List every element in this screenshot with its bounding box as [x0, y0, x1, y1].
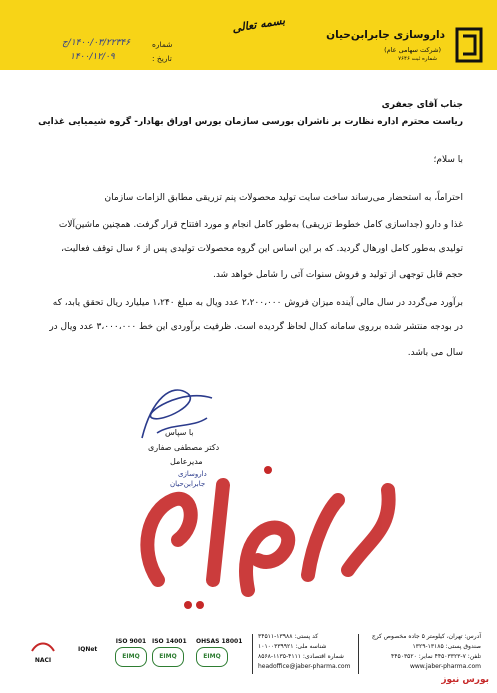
- naci-logo-icon: [30, 639, 56, 653]
- address-line: تلفن: ۷-۴۴۵۰۳۳۲۳ نمابر: ۴۴۵۰۳۵۲۰: [391, 653, 481, 660]
- brand-corner-label: بورس نیوز: [441, 675, 489, 685]
- cert-ohsas: OHSAS 18001 EIMQ: [196, 638, 242, 667]
- cert-badge-icon: EIMQ: [196, 647, 228, 667]
- cert-naci: NACI: [30, 638, 56, 664]
- company-type: (شرکت سهامی عام): [384, 46, 441, 54]
- stamp-line: جابرابن‌حیان: [170, 480, 206, 488]
- cert-iqnet: IQNet: [78, 646, 98, 653]
- closing: با سپاس: [165, 428, 194, 437]
- watermark-logo-icon: [118, 430, 408, 620]
- website: www.jaber-pharma.com: [409, 663, 481, 670]
- address-line: صندوق پستی: ۱۳۱۸۵-۱۳۲۹: [412, 643, 481, 650]
- company-name: داروسازی جابرابن‌حیان: [326, 29, 445, 41]
- greeting: با سلام؛: [433, 155, 463, 165]
- cert-iso9001: ISO 9001 EIMQ: [115, 638, 147, 667]
- cert-badge-icon: EIMQ: [115, 647, 147, 667]
- cert-iso14001: ISO 14001 EIMQ: [152, 638, 187, 667]
- letter-line: احتراماً، به استحضار می‌رساند ساخت سایت تولید محصولات پنم تزریقی مطابق الزامات سازمان: [104, 193, 463, 203]
- number-value: ۱۴۰۰/۰۳/۲۲۳۴۶/ج: [62, 38, 131, 48]
- letter-line: غذا و دارو (جداسازی کامل خطوط تزریقی) به‌طور کامل انجام و مورد افتتاح قرار گرفت. همچنین ماشین‌آلات: [58, 220, 463, 230]
- footer: [0, 628, 497, 693]
- economic-code: شماره اقتصادی: ۴۱۱۱-۱۱۳۵-۸۵۶۸: [258, 653, 344, 660]
- letter-line: حجم قابل توجهی از تولید و فروش سنوات آتی را شامل خواهد شد.: [212, 270, 463, 280]
- recipient-title: ریاست محترم اداره نظارت بر ناشران بورسی سازمان بورس اوراق بهادار- گروه شیمیایی غذایی: [38, 117, 463, 127]
- date-label: تاریخ :: [152, 54, 172, 63]
- company-logo-icon: [454, 27, 484, 63]
- stamp-line: داروسازی: [178, 470, 207, 478]
- national-id: شناسه ملی: ۱۰۱۰۰۳۳۹۹۲۱: [258, 643, 327, 650]
- bismillah: بسمه تعالی: [231, 13, 286, 36]
- number-label: شماره: [152, 40, 173, 49]
- postal-code: کد پستی: ۱۳۹۸۸-۳۴۵۱۱: [258, 633, 319, 640]
- cert-badge-icon: EIMQ: [152, 647, 184, 667]
- email: headoffice@jaber-pharma.com: [258, 663, 351, 670]
- registration-number: شماره ثبت ۷۶۴۶: [398, 56, 437, 62]
- recipient-name: جناب آقای جعفری: [381, 100, 463, 110]
- footer-divider: [252, 634, 253, 674]
- footer-divider: [358, 634, 359, 674]
- address-line: آدرس: تهران، کیلومتر ۵ جاده مخصوص کرج: [371, 633, 481, 640]
- signer-name: دکتر مصطفی صفاری: [148, 443, 220, 452]
- signer-title: مدیرعامل: [170, 457, 203, 466]
- date-value: ۱۴۰۰/۱۲/۰۹: [70, 52, 115, 62]
- letter-line: در بودجه منتشر شده برروی سامانه کدال لحاظ گردیده است. ظرفیت برآوردی این خط ۳،۰۰۰،۰۰۰ عدد ویال در: [49, 322, 463, 332]
- letter-line: برآورد می‌گردد در سال مالی آینده میزان فروش ۲،۲۰۰،۰۰۰ عدد ویال به مبلغ ۱،۲۴۰ میلیارد ریال تحقق یابد، که: [52, 298, 463, 308]
- header-bar: [0, 0, 497, 70]
- letter-line: سال می باشد.: [407, 348, 463, 358]
- letter-line: تولیدی به‌طور کامل اورهال گردید. که بر این اساس این گروه محصولات تولیدی پس از ۶ سال توقف فعالیت،: [61, 244, 463, 254]
